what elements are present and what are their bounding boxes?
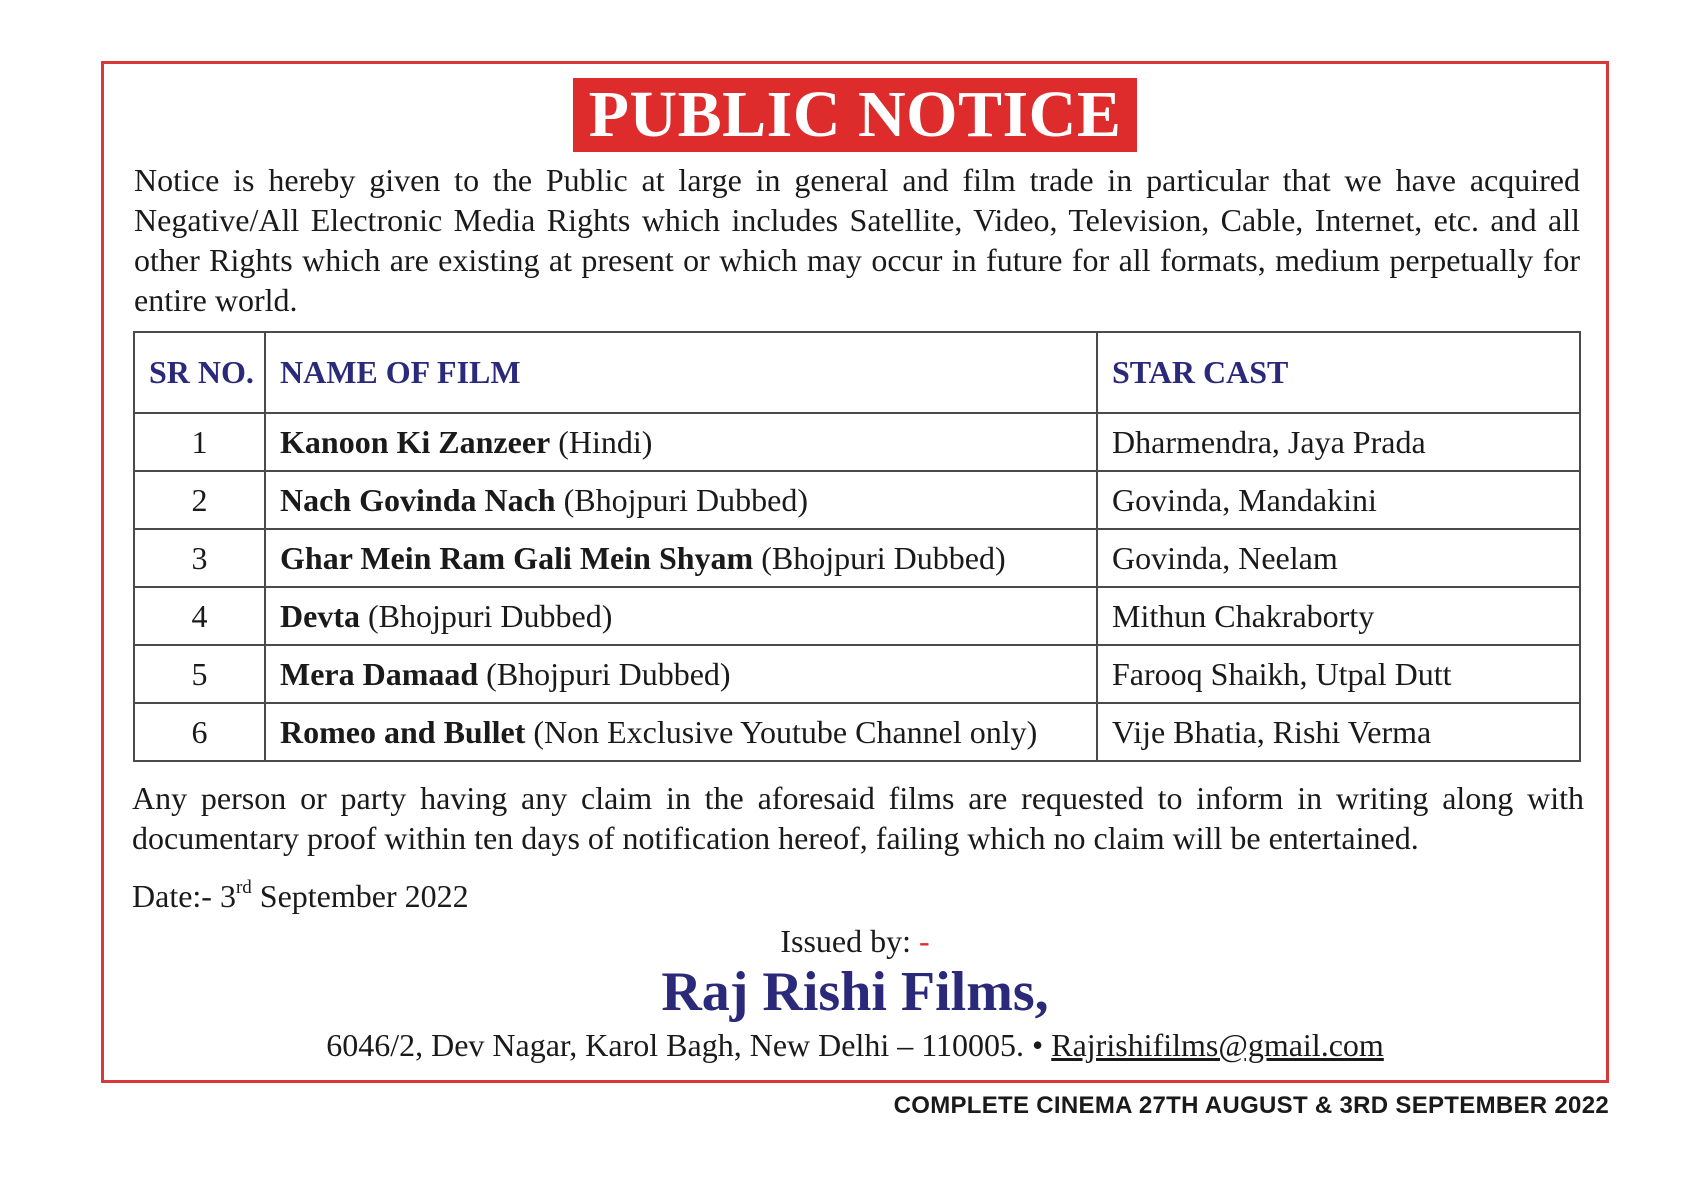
notice-closing: Any person or party having any claim in the aforesaid films are requested to inform in writing along with documentary proof within ten days of notification hereof, failing which no claim will be entertained. bbox=[132, 780, 1584, 856]
notice-frame bbox=[101, 61, 1609, 1083]
row-sr-no: 3 bbox=[134, 529, 265, 587]
film-title: Ghar Mein Ram Gali Mein Shyam bbox=[280, 539, 754, 576]
film-note: (Bhojpuri Dubbed) bbox=[555, 481, 808, 518]
film-title: Nach Govinda Nach bbox=[280, 481, 556, 518]
date-ordinal: rd bbox=[235, 877, 252, 898]
row-sr-no: 1 bbox=[134, 413, 265, 471]
company-email-link[interactable]: Rajrishifilms@gmail.com bbox=[1051, 1027, 1384, 1063]
table-row bbox=[134, 529, 1580, 587]
row-film-name bbox=[265, 587, 1097, 645]
issued-by bbox=[104, 921, 1606, 961]
films-table bbox=[133, 331, 1581, 762]
header-film-name: NAME OF FILM bbox=[265, 332, 1097, 413]
row-film-name bbox=[265, 471, 1097, 529]
row-star-cast: Dharmendra, Jaya Prada bbox=[1097, 413, 1580, 471]
film-title: Romeo and Bullet bbox=[280, 713, 526, 750]
row-star-cast: Mithun Chakraborty bbox=[1097, 587, 1580, 645]
company-name: Raj Rishi Films, bbox=[661, 961, 1049, 1023]
film-title: Mera Damaad bbox=[280, 655, 479, 692]
notice-title: PUBLIC NOTICE bbox=[573, 78, 1138, 152]
film-note: (Hindi) bbox=[550, 423, 653, 460]
notice-date bbox=[132, 876, 469, 916]
row-film-name bbox=[265, 703, 1097, 761]
film-note: (Bhojpuri Dubbed) bbox=[359, 597, 613, 634]
header-star-cast: STAR CAST bbox=[1097, 332, 1580, 413]
row-sr-no: 4 bbox=[134, 587, 265, 645]
notice-intro: Notice is hereby given to the Public at large in general and film trade in particular that we have acquired Negative/All Electronic Media Rights which includes Satellite, Video, Television, Cable, Internet, etc. and all other Rights which are existing at present or which may occur in future for all formats, medium perpetually for entire world. bbox=[134, 162, 1580, 318]
row-sr-no: 5 bbox=[134, 645, 265, 703]
company-address bbox=[104, 1025, 1606, 1065]
date-prefix: Date:- 3 bbox=[132, 878, 236, 914]
issued-by-label: Issued by: bbox=[780, 923, 919, 959]
row-film-name bbox=[265, 645, 1097, 703]
table-row bbox=[134, 645, 1580, 703]
row-star-cast: Govinda, Neelam bbox=[1097, 529, 1580, 587]
header-sr-no: SR NO. bbox=[134, 332, 265, 413]
table-row bbox=[134, 587, 1580, 645]
row-film-name bbox=[265, 529, 1097, 587]
table-row bbox=[134, 471, 1580, 529]
film-note: (Non Exclusive Youtube Channel only) bbox=[525, 713, 1038, 750]
address-text: 6046/2, Dev Nagar, Karol Bagh, New Delhi – 110005. • bbox=[326, 1027, 1052, 1063]
table-header-row bbox=[134, 332, 1580, 413]
issued-by-dash: - bbox=[919, 923, 930, 959]
date-rest: September 2022 bbox=[251, 878, 469, 914]
title-wrap bbox=[104, 78, 1606, 152]
row-film-name bbox=[265, 413, 1097, 471]
film-note: (Bhojpuri Dubbed) bbox=[478, 655, 731, 692]
row-star-cast: Govinda, Mandakini bbox=[1097, 471, 1580, 529]
row-sr-no: 6 bbox=[134, 703, 265, 761]
table-row bbox=[134, 413, 1580, 471]
row-star-cast: Farooq Shaikh, Utpal Dutt bbox=[1097, 645, 1580, 703]
publication-footer: COMPLETE CINEMA 27TH AUGUST & 3RD SEPTEMBER 2022 bbox=[893, 1092, 1609, 1119]
film-title: Kanoon Ki Zanzeer bbox=[280, 423, 551, 460]
film-note: (Bhojpuri Dubbed) bbox=[753, 539, 1006, 576]
row-star-cast: Vije Bhatia, Rishi Verma bbox=[1097, 703, 1580, 761]
table-row bbox=[134, 703, 1580, 761]
row-sr-no: 2 bbox=[134, 471, 265, 529]
film-title: Devta bbox=[280, 597, 360, 634]
